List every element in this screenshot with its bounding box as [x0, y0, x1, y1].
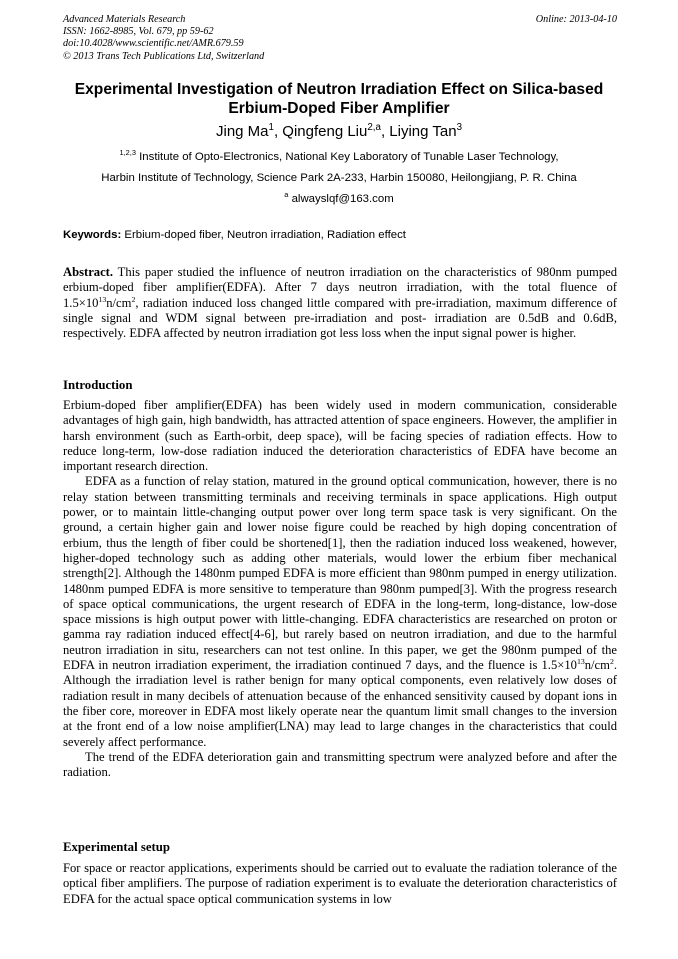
author-affiliation-mark: 2,a: [367, 122, 381, 133]
introduction-heading: Introduction: [63, 378, 133, 392]
author-name: Liying Tan: [389, 123, 457, 140]
author-list: [58, 122, 620, 142]
author-name: Jing Ma: [215, 123, 269, 140]
email-address: alwayslqf@163.com: [291, 193, 394, 205]
author-affiliation-mark: 3: [456, 122, 462, 133]
journal-name: Advanced Materials Research: [63, 14, 186, 25]
title-line-1: Experimental Investigation of Neutron Irradiation Effect on Silica-based: [74, 81, 604, 98]
author-separator: ,: [273, 123, 283, 140]
keywords-text: Erbium-doped fiber, Neutron irradiation, Radiation effect: [124, 229, 406, 241]
keywords: [63, 228, 617, 242]
author-affiliation-mark: 1: [268, 122, 274, 133]
copyright-line: © 2013 Trans Tech Publications Ltd, Switzerland: [63, 50, 265, 62]
affiliation-line-1: $^{1,2,3}$ Institute of Opto-Electronics, National Key Laboratory of Tunable Laser Technology,: [119, 148, 559, 163]
paragraph: For space or reactor applications, experiments should be carried out to evaluate the radiation tolerance of the optical fiber amplifiers. The purpose of radiation experiment is to evaluate the deterioration characteristics of EDFA for the actual space optical communication systems in low: [63, 861, 617, 906]
affiliation-line-2: Harbin Institute of Technology, Science Park 2A-233, Harbin 150080, Heilongjiang, P. R. China: [101, 172, 577, 184]
keywords-label: Keywords:: [63, 229, 122, 241]
experimental-setup-body: [63, 861, 617, 907]
paragraph: EDFA as a function of relay station, matured in the ground optical communication, however, there is no relay station between transmitting terminals and receiving terminals in space applications. High output power, or to maintain little-changing output power over long term space task is very significant. On the ground, a certain higher gain and lower noise figure could be reached by high doping concentration of erbium, thus the length of fiber could be shortened[1], then the radiation induced loss weakened, however, higher-doped technology such as adding other materials, would lower the erbium fiber mechanical strength[2]. Although the 1480nm pumped EDFA is more efficient than 980nm pumped in energy utilization. 1480nm pumped EDFA is more sensitive to temperature than 980nm pumped[3]. With the progress research of space optical communications, the urgent research of EDFA in the long-term, long-distance, low-dose space missions is high output power with little-changing. EDFA characteristics are researched on proton or gamma ray radiation induced effect[4-6], but rarely based on neutron irradiation, and due to the harmful neutron irradiation in situ, researchers can not test online. In this paper, we get the 980nm pumped of the EDFA in neutron irradiation experiment, the irradiation continued 7 days, and the fluence is $1.5\times 10^{13}n/cm^2$. Although the irradiation level is rather benign for many optical components, even relatively low doses of radiation result in many decibels of attenuation because of the enhanced sensitivity caused by dopant ions in the fiber core, moreover in EDFA most likely operate near the quantum limit small changes to the inversion at the front end of a low noise amplifier(LNA) may lead to large changes in the characteristics that could severely affect performance.: [63, 474, 617, 749]
paragraph: Erbium-doped fiber amplifier(EDFA) has been widely used in modern communication, considerable advantages of high gain, high bandwidth, has attracted attention of space engineers. However, the amplifier in harsh environment (such as Earth-orbit, deep space), will be facing species of radiation effects. How to reduce long-term, low-dose radiation induced the deterioration characteristics of EDFA have become an important research direction.: [63, 398, 617, 474]
doi-line: doi:10.4028/www.scientific.net/AMR.679.59: [63, 38, 244, 50]
affiliation-mark: 1,2,3: [119, 148, 136, 158]
experimental-setup-heading: Experimental setup: [63, 840, 170, 854]
introduction-body: [63, 398, 617, 780]
title-line-2: Erbium-Doped Fiber Amplifier: [228, 100, 450, 117]
issn-line: ISSN: 1662-8985, Vol. 679, pp 59-62: [63, 26, 214, 38]
paragraph: The trend of the EDFA deterioration gain and transmitting spectrum were analyzed before and after the radiation.: [63, 749, 617, 780]
email-mark: a: [284, 190, 289, 200]
online-date: Online: 2013-04-10: [535, 14, 617, 25]
abstract: Abstract. This paper studied the influence of neutron irradiation on the characteristics of 980nm pumped erbium-doped fiber amplifier(EDFA). After 7 days neutron irradiation, with the total fluence of $1.5\times 10^{13}n/cm^2$, radiation induced loss changed little compared with pre-irradiation, maximum difference of single signal and WDM signal between pre-irradiation and post- irradiation are 0.5dB and 0.6dB, respectively. EDFA affected by neutron irradiation got less loss when the input signal power is higher.: [63, 265, 617, 341]
running-header: [63, 14, 617, 63]
paper-title: [58, 80, 620, 118]
author-name: Qingfeng Liu: [282, 123, 368, 140]
corresponding-email: [58, 191, 620, 207]
author-separator: ,: [380, 123, 390, 140]
abstract-label: Abstract.: [63, 265, 114, 279]
journal-info: [63, 14, 617, 63]
